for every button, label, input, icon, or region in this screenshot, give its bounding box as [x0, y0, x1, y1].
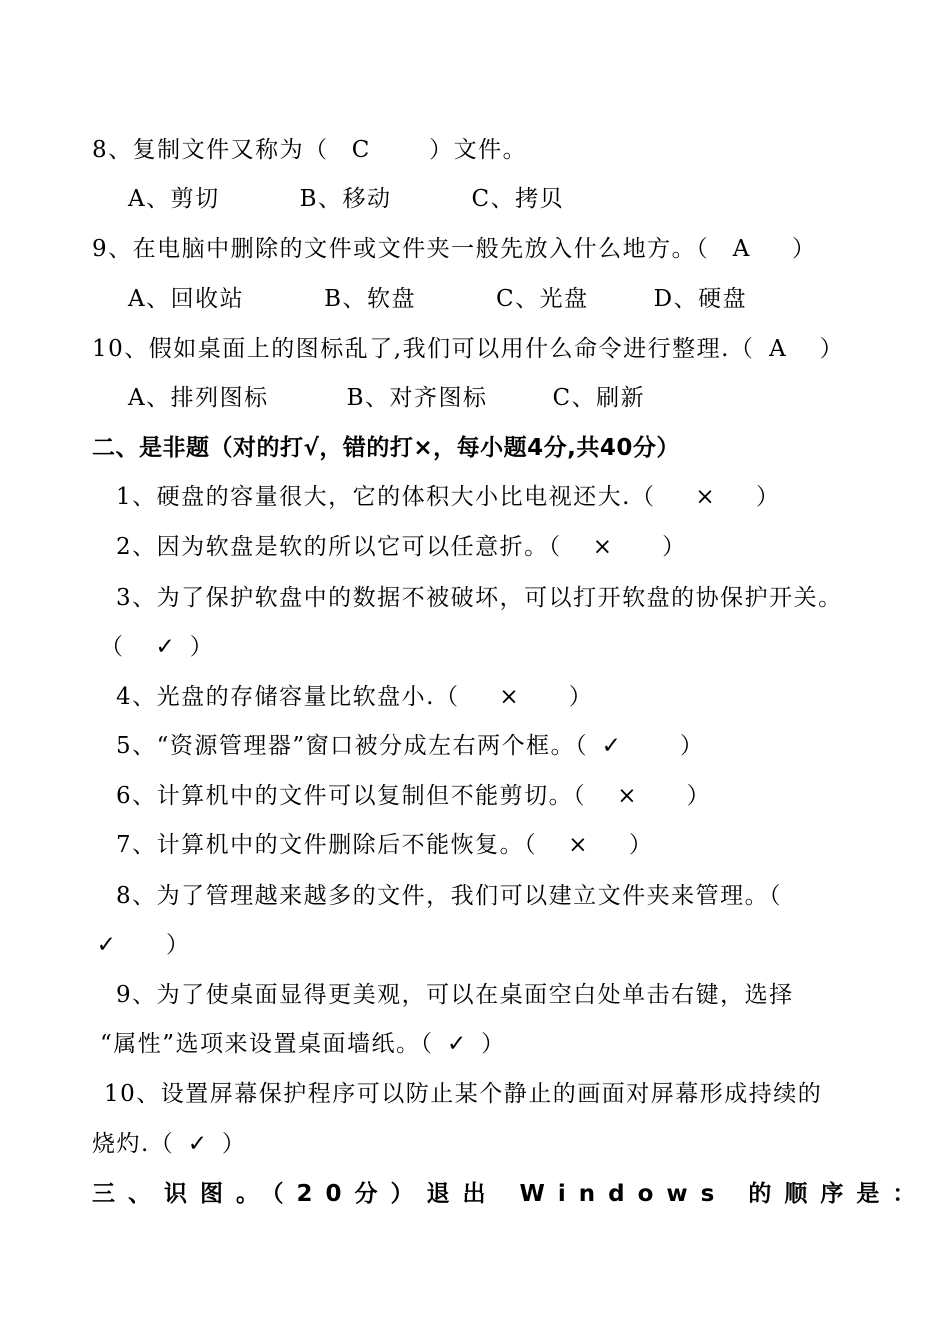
tf-text: 10、设置屏幕保护程序可以防止某个静止的画面对屏幕形成持续的: [104, 1081, 823, 1107]
option-a: A、回收站: [128, 286, 245, 312]
option-c: C、刷新: [552, 385, 646, 411]
tf-item-10: [104, 1077, 822, 1111]
tf-text: ）: [720, 484, 781, 510]
tf-text: ）: [618, 534, 687, 560]
tf-text: ）: [213, 1131, 247, 1157]
tf-text: 6、计算机中的文件可以复制但不能剪切。（: [116, 783, 613, 809]
tf-text: 8、为了管理越来越多的文件，我们可以建立文件夹来管理。（: [116, 883, 783, 909]
tf-mark: ×: [568, 832, 589, 858]
question-text: 8、复制文件又称为（: [92, 137, 347, 163]
tf-item-8-cont: [92, 928, 191, 962]
tf-text: 烧灼.（: [92, 1131, 184, 1157]
option-d: D、硬盘: [653, 286, 748, 312]
tf-item-7: [116, 828, 653, 862]
option-a: A、排列图标: [128, 385, 269, 411]
question-8: [92, 133, 527, 167]
tf-mark: ✓: [446, 1031, 468, 1057]
answer: A: [769, 336, 788, 362]
tf-mark: ✓: [187, 1131, 209, 1157]
question-text: ）文件。: [376, 137, 528, 163]
section-3-title: 三、识图。（20分）退出 Windows 的顺序是：: [92, 1181, 929, 1207]
tf-text: （: [100, 634, 151, 660]
tf-item-3-cont: [100, 630, 214, 664]
tf-item-10-cont: [92, 1127, 246, 1161]
answer: A: [732, 236, 751, 262]
option-b: B、对齐图标: [346, 385, 488, 411]
tf-item-3: [116, 581, 843, 615]
tf-mark: ✓: [155, 634, 177, 660]
question-9: [92, 232, 817, 266]
tf-item-8: [116, 879, 782, 913]
tf-text: ）: [642, 783, 712, 809]
tf-item-9-cont: [100, 1027, 506, 1061]
tf-text: 2、因为软盘是软的所以它可以任意折。（: [116, 534, 589, 560]
tf-mark: ×: [592, 534, 614, 560]
tf-mark: ✓: [96, 932, 118, 958]
option-a: A、剪切: [128, 186, 220, 212]
answer: C: [351, 137, 371, 163]
tf-item-2: [116, 530, 687, 564]
question-10-options: [128, 381, 645, 415]
tf-item-9: [116, 978, 794, 1012]
tf-text: 3、为了保护软盘中的数据不被破坏，可以打开软盘的协保护开关。: [116, 585, 843, 611]
tf-text: ）: [122, 932, 191, 958]
tf-text: ）: [593, 832, 654, 858]
tf-item-1: [116, 480, 780, 514]
question-10: [92, 332, 844, 366]
tf-mark: ×: [617, 783, 638, 809]
tf-text: 9、为了使桌面显得更美观，可以在桌面空白处单击右键，选择: [116, 982, 794, 1008]
tf-mark: ✓: [601, 733, 623, 759]
tf-item-5: [116, 729, 704, 763]
option-b: B、移动: [299, 186, 392, 212]
question-text: 9、在电脑中删除的文件或文件夹一般先放入什么地方。（: [92, 236, 727, 262]
option-c: C、光盘: [496, 286, 589, 312]
option-c: C、拷贝: [471, 186, 565, 212]
section-2-title: 二、是非题（对的打√，错的打×，每小题4分,共40分）: [92, 435, 680, 461]
tf-text: ）: [180, 634, 215, 660]
tf-text: ）: [626, 733, 705, 759]
option-b: B、软盘: [324, 286, 417, 312]
tf-text: 1、硬盘的容量很大，它的体积大小比电视还大.（: [116, 484, 691, 510]
question-8-options: [128, 182, 564, 216]
tf-text: ）: [524, 684, 594, 710]
tf-text: “属性”选项来设置桌面墙纸。（: [100, 1031, 443, 1057]
tf-mark: ×: [695, 484, 717, 510]
tf-text: ）: [472, 1031, 506, 1057]
tf-text: 5、“资源管理器”窗口被分成左右两个框。（: [116, 733, 597, 759]
question-text: ）: [756, 236, 817, 262]
tf-item-4: [116, 680, 593, 714]
tf-item-6: [116, 779, 711, 813]
tf-text: 7、计算机中的文件删除后不能恢复。（: [116, 832, 564, 858]
question-text: 10、假如桌面上的图标乱了,我们可以用什么命令进行整理.（: [92, 336, 764, 362]
question-9-options: [128, 282, 747, 316]
question-text: ）: [793, 336, 845, 362]
tf-text: 4、光盘的存储容量比软盘小.（: [116, 684, 495, 710]
tf-mark: ×: [499, 684, 521, 710]
